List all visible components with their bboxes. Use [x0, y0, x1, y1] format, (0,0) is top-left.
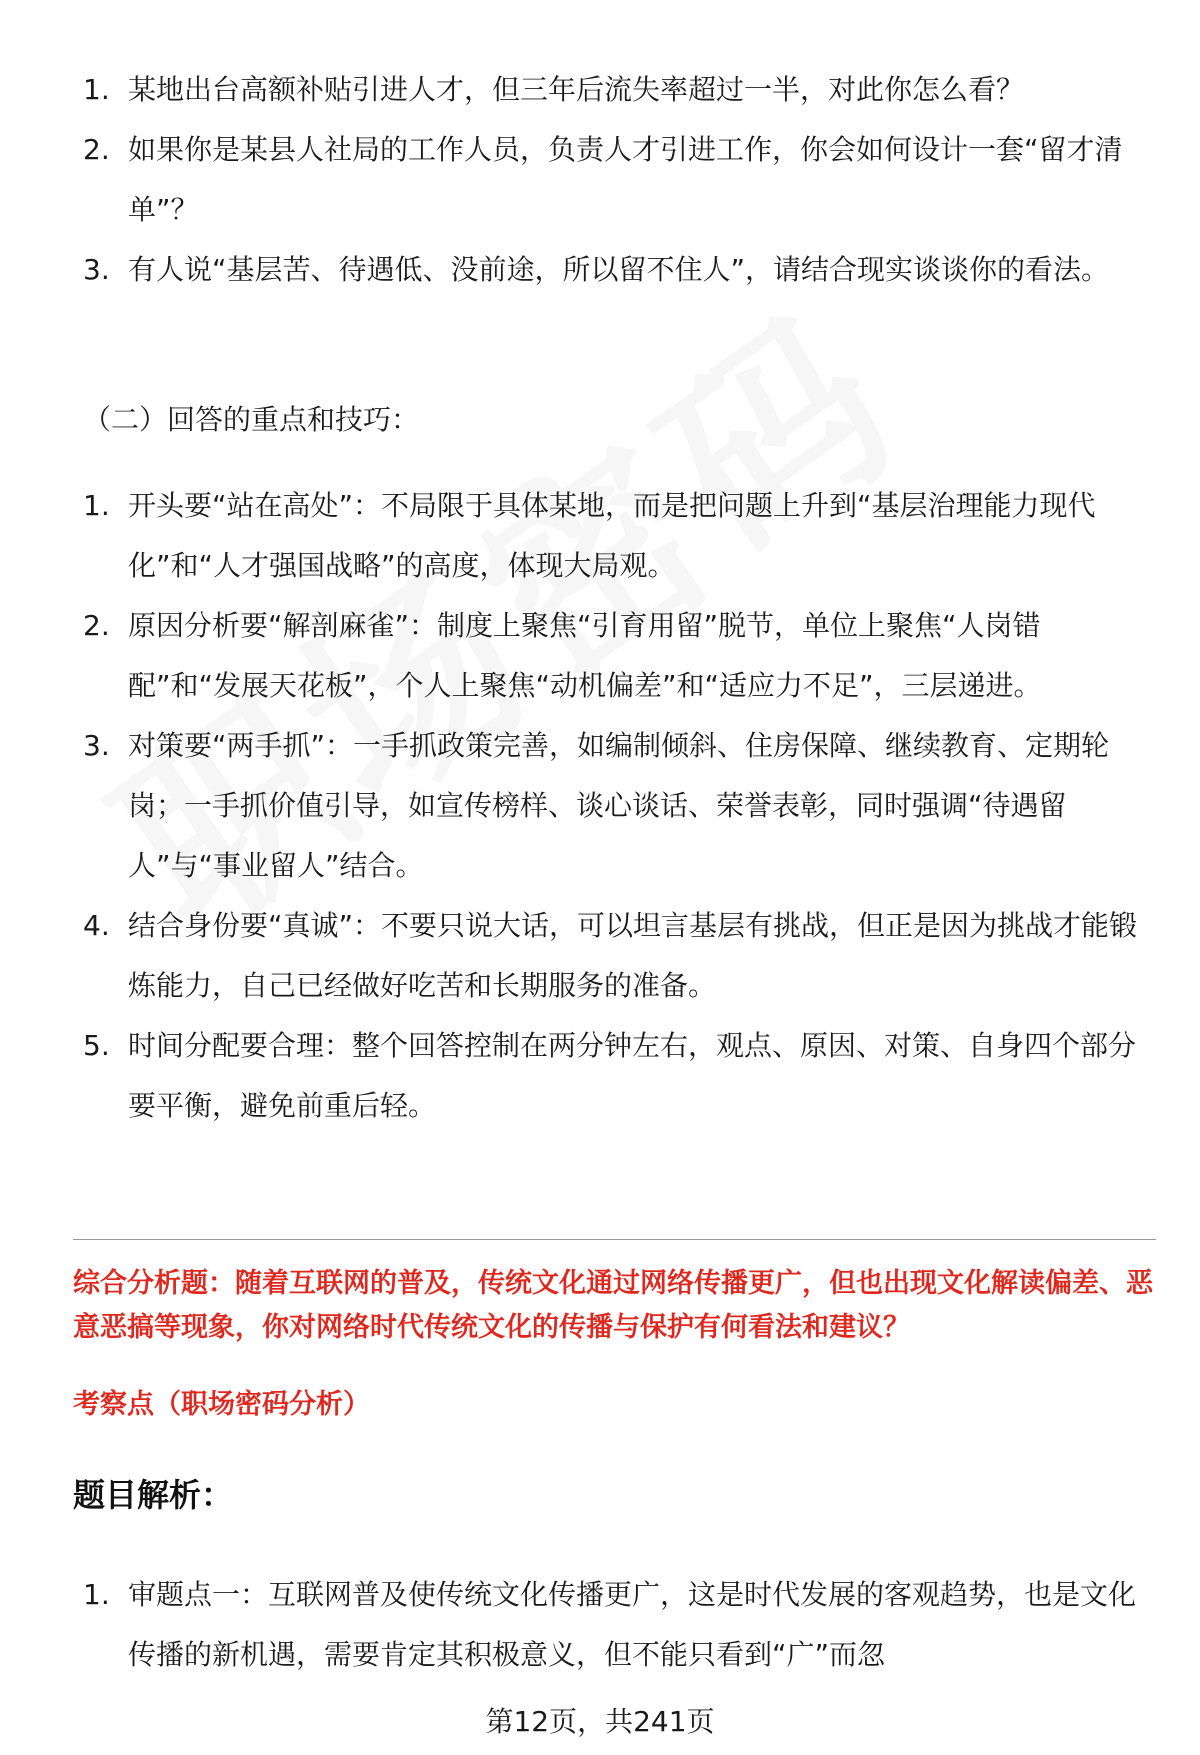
list-number: 1.	[83, 1578, 110, 1611]
list-text: 审题点一：互联网普及使传统文化传播更广，这是时代发展的客观趋势，也是文化传播的新机遇，需要肯定其积极意义，但不能只看到“广”而忽	[128, 1578, 1137, 1671]
page-footer: 第12页，共241页	[485, 1705, 715, 1738]
section-title: 题目解析：	[73, 1476, 234, 1514]
list-item	[0, 716, 1200, 896]
list-item	[0, 1565, 1200, 1685]
list-item	[0, 240, 1200, 300]
list-number: 3.	[83, 729, 110, 762]
list-item	[0, 1016, 1200, 1136]
list-number: 3.	[83, 253, 110, 286]
list-number: 1.	[83, 489, 110, 522]
list-text: 对策要“两手抓”：一手抓政策完善，如编制倾斜、住房保障、继续教育、定期轮岗；一手抓价值引导，如宣传榜样、谈心谈话、荣誉表彰，同时强调“待遇留人”与“事业留人”结合。	[128, 729, 1110, 882]
question-list	[0, 60, 1200, 300]
list-item	[0, 476, 1200, 596]
list-number: 2.	[83, 133, 110, 166]
tips-list	[0, 476, 1200, 1136]
list-item	[0, 120, 1200, 240]
list-text: 原因分析要“解剖麻雀”：制度上聚焦“引育用留”脱节，单位上聚焦“人岗错配”和“发展天花板”，个人上聚焦“动机偏差”和“适应力不足”，三层递进。	[128, 609, 1042, 702]
list-text: 有人说“基层苦、待遇低、没前途，所以留不住人”，请结合现实谈谈你的看法。	[128, 253, 1110, 286]
section-divider	[73, 1239, 1156, 1240]
list-text: 开头要“站在高处”：不局限于具体某地，而是把问题上升到“基层治理能力现代化”和“人才强国战略”的高度，体现大局观。	[128, 489, 1096, 582]
list-item	[0, 596, 1200, 716]
list-number: 5.	[83, 1029, 110, 1062]
list-text: 时间分配要合理：整个回答控制在两分钟左右，观点、原因、对策、自身四个部分要平衡，避免前重后轻。	[128, 1029, 1137, 1122]
list-text: 如果你是某县人社局的工作人员，负责人才引进工作，你会如何设计一套“留才清单”？	[128, 133, 1123, 226]
analysis-question: 综合分析题：随着互联网的普及，传统文化通过网络传播更广，但也出现文化解读偏差、恶意恶搞等现象，你对网络时代传统文化的传播与保护有何看法和建议？	[73, 1268, 1153, 1343]
list-text: 结合身份要“真诚”：不要只说大话，可以坦言基层有挑战，但正是因为挑战才能锻炼能力，自己已经做好吃苦和长期服务的准备。	[128, 909, 1138, 1002]
subheading: （二）回答的重点和技巧：	[83, 403, 420, 436]
list-number: 1.	[83, 73, 110, 106]
exam-point-label: 考察点（职场密码分析）	[73, 1389, 370, 1420]
analysis-list	[0, 1565, 1200, 1685]
list-number: 2.	[83, 609, 110, 642]
list-text: 某地出台高额补贴引进人才，但三年后流失率超过一半，对此你怎么看？	[128, 73, 1025, 106]
list-number: 4.	[83, 909, 110, 942]
list-item	[0, 896, 1200, 1016]
list-item	[0, 60, 1200, 120]
